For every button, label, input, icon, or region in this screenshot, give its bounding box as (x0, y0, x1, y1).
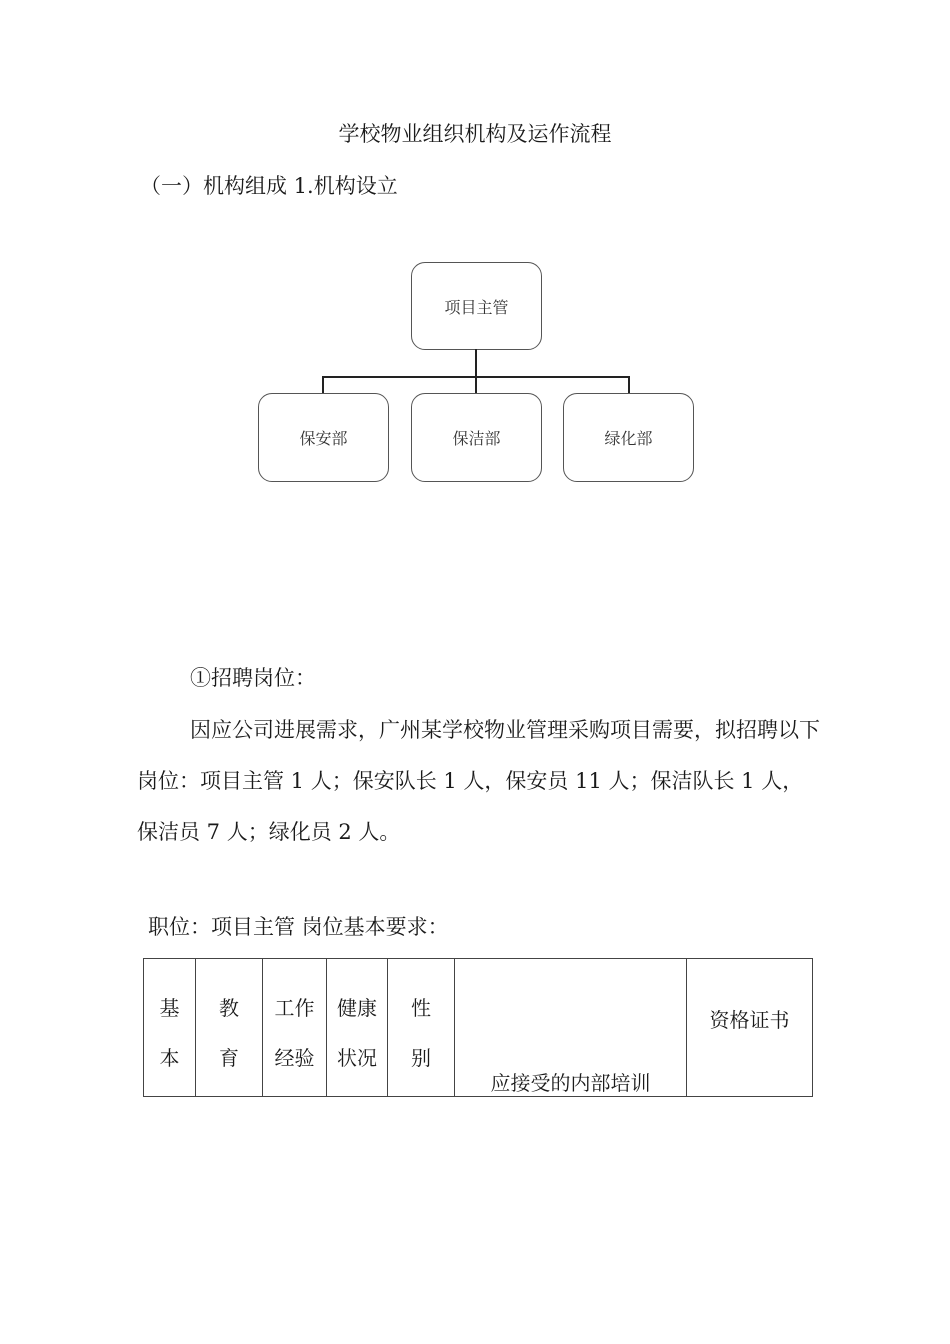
document-title: 学校物业组织机构及运作流程 (338, 122, 612, 146)
cell-text: 别 (411, 1046, 431, 1070)
cell-text: 教 (219, 996, 239, 1020)
table-cell (196, 959, 263, 1097)
org-node-root (411, 262, 542, 350)
requirements-table (143, 958, 813, 1097)
org-node-label: 保安部 (299, 429, 348, 448)
cell-text: 工作 (274, 996, 315, 1020)
org-node-cleaning (411, 393, 542, 482)
cell-text: 应接受的内部培训 (490, 1071, 651, 1095)
recruitment-heading: ①招聘岗位： (190, 666, 316, 690)
connector-line (475, 349, 477, 377)
cell-text: 基 (159, 996, 180, 1020)
cell-text: 健康 (337, 996, 377, 1020)
org-node-security (258, 393, 389, 482)
org-node-label: 项目主管 (444, 297, 509, 317)
cell-text: 资格证书 (709, 1008, 790, 1032)
connector-line (628, 376, 630, 394)
cell-text: 性 (411, 996, 431, 1020)
cell-text: 本 (159, 1046, 180, 1070)
table-cell (455, 959, 687, 1097)
cell-text: 状况 (337, 1046, 377, 1070)
table-row (144, 959, 813, 1097)
position-line: 职位：项目主管 岗位基本要求： (148, 915, 449, 939)
org-node-label: 保洁部 (452, 429, 501, 448)
table-cell (327, 959, 388, 1097)
table-cell (388, 959, 455, 1097)
recruitment-paragraph: 因应公司进展需求，广州某学校物业管理采购项目需要，拟招聘以下岗位：项目主管 1 人；保安队长 1 人，保安员 11 人；保洁队长 1 人，保洁员 7 人；绿化员 2 人。 (137, 718, 820, 844)
org-node-label: 绿化部 (604, 429, 653, 448)
table-cell (263, 959, 327, 1097)
table-cell (687, 959, 813, 1097)
cell-text: 经验 (274, 1046, 315, 1070)
connector-line (475, 376, 477, 394)
table-cell (144, 959, 196, 1097)
cell-text: 育 (219, 1046, 239, 1070)
connector-line (322, 376, 324, 394)
section-heading: （一）机构组成 1.机构设立 (140, 174, 398, 198)
org-node-greening (563, 393, 694, 482)
